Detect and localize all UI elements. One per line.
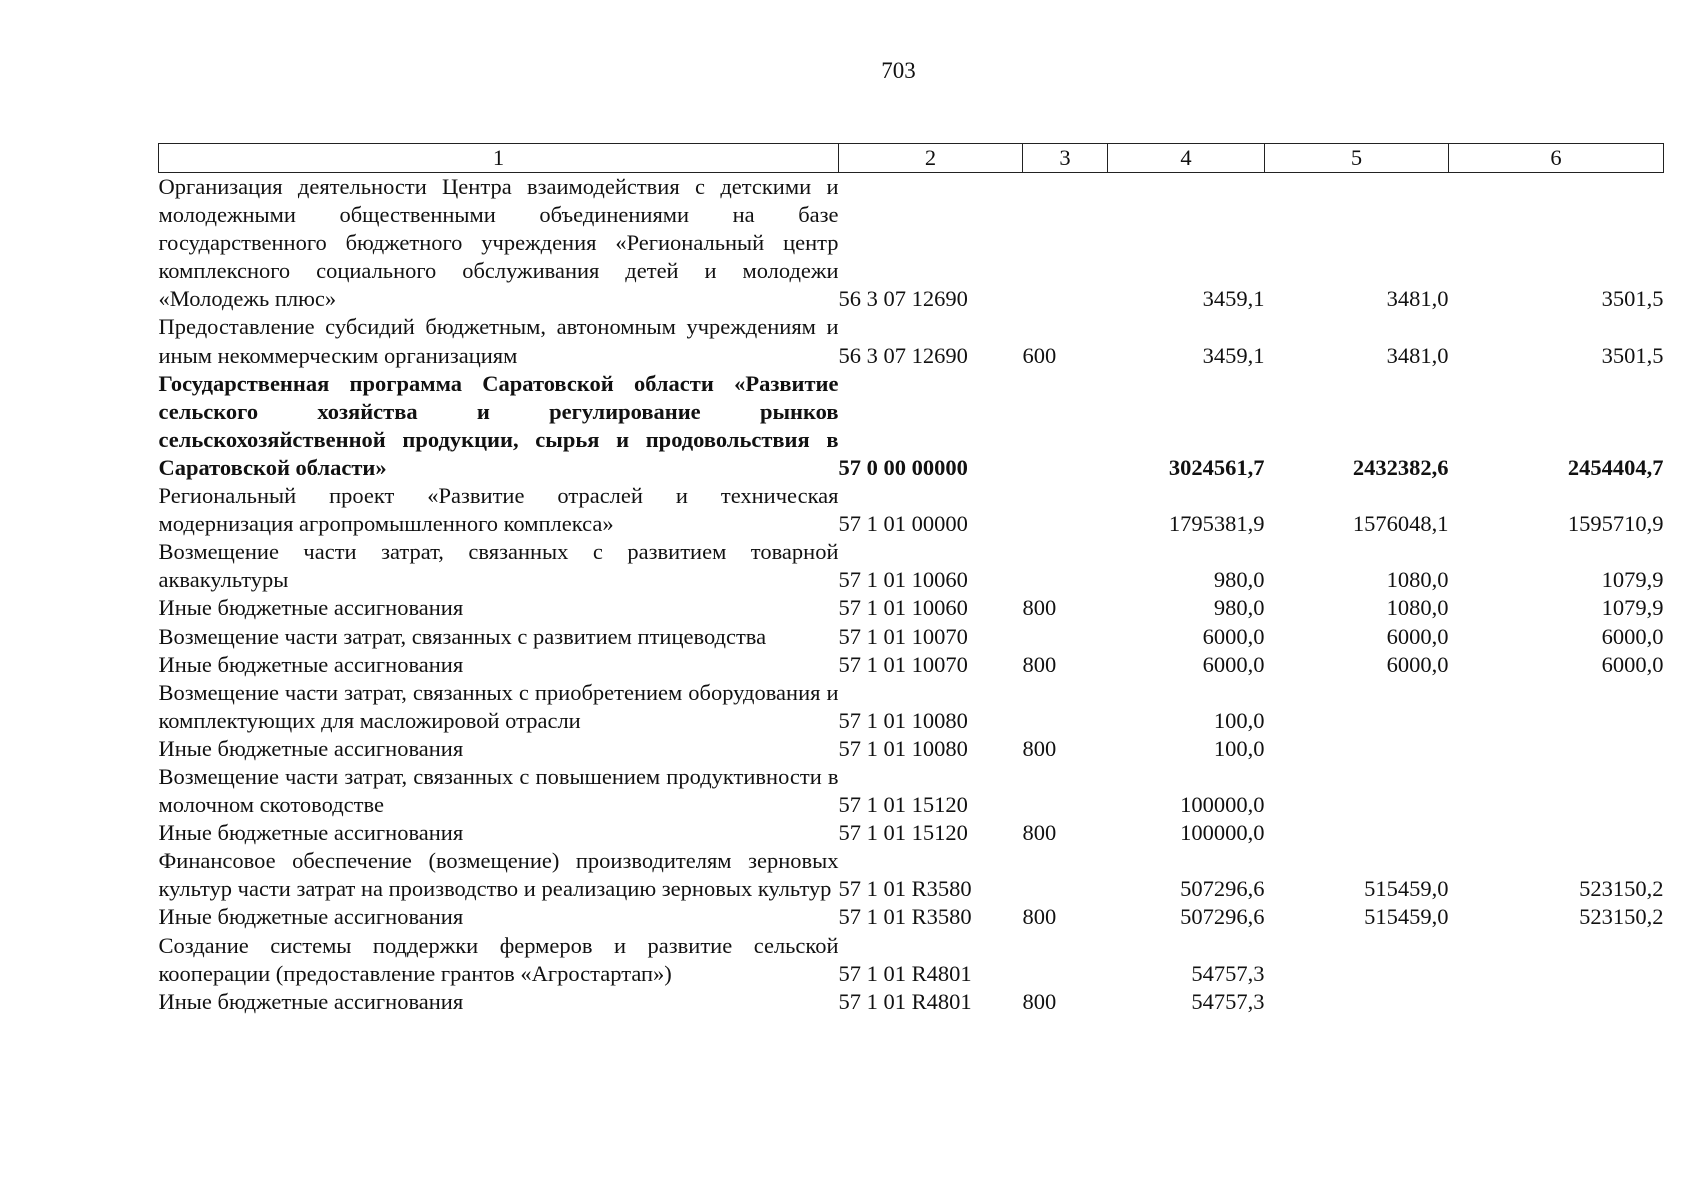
row-name: Создание системы поддержки фермеров и развитие сельской кооперации (предоставление грантов «Агростартап»)	[158, 932, 839, 986]
column-header-4: 4	[1108, 144, 1265, 173]
table-row	[159, 538, 1664, 594]
row-code: 57 1 01 R3580	[838, 876, 972, 902]
budget-table	[158, 143, 1664, 1016]
page-number: 703	[881, 58, 916, 83]
table-row	[159, 313, 1664, 369]
table-row	[159, 173, 1664, 314]
row-value-col5: 1080,0	[1386, 595, 1449, 621]
table-row	[159, 594, 1664, 622]
row-name: Иные бюджетные ассигнования	[158, 735, 464, 761]
row-code: 57 1 01 15120	[838, 792, 968, 818]
column-header-5: 5	[1265, 144, 1449, 173]
table-row	[159, 623, 1664, 651]
row-value-col5	[1265, 932, 1449, 988]
row-code: 57 1 01 10080	[838, 735, 968, 761]
table-row	[159, 370, 1664, 482]
row-code: 57 1 01 R4801	[838, 960, 972, 986]
row-expense-type	[1023, 932, 1108, 988]
row-value-col5: 1080,0	[1386, 567, 1449, 593]
row-value-col6: 1595710,9	[1567, 511, 1664, 537]
row-value-col4: 100,0	[1213, 707, 1265, 733]
row-value-col4: 100000,0	[1180, 792, 1265, 818]
row-expense-type: 800	[1022, 988, 1057, 1014]
row-code: 56 3 07 12690	[838, 342, 968, 368]
row-name: Предоставление субсидий бюджетным, автономным учреждениям и иным некоммерческим организациям	[158, 314, 839, 368]
row-expense-type: 800	[1022, 735, 1057, 761]
row-value-col5: 6000,0	[1386, 623, 1449, 649]
table-row	[159, 763, 1664, 819]
row-value-col4: 507296,6	[1180, 904, 1265, 930]
row-value-col4: 6000,0	[1202, 651, 1265, 677]
row-value-col6	[1449, 763, 1664, 819]
table-row	[159, 988, 1664, 1016]
row-expense-type	[1023, 173, 1108, 314]
row-value-col5	[1265, 988, 1449, 1016]
column-header-3: 3	[1023, 144, 1108, 173]
row-value-col6: 3501,5	[1601, 286, 1664, 312]
row-value-col4: 507296,6	[1180, 876, 1265, 902]
row-code: 57 1 01 10070	[838, 651, 968, 677]
column-header-1: 1	[159, 144, 839, 173]
row-expense-type: 600	[1022, 342, 1057, 368]
row-name: Региональный проект «Развитие отраслей и техническая модернизация агропромышленного комплекса»	[158, 483, 839, 537]
row-value-col5: 515459,0	[1364, 876, 1449, 902]
table-row	[159, 932, 1664, 988]
column-header-2: 2	[839, 144, 1023, 173]
row-expense-type	[1023, 847, 1108, 903]
row-value-col6: 3501,5	[1601, 342, 1664, 368]
row-expense-type	[1023, 679, 1108, 735]
row-value-col6: 1079,9	[1601, 567, 1664, 593]
table-row	[159, 735, 1664, 763]
table-row	[159, 651, 1664, 679]
row-name: Организация деятельности Центра взаимодействия с детскими и молодежными общественными объединениями на базе государственного бюджетного учреждения «Региональный центр комплексного социального обслуживания детей и молодежи «Молодежь плюс»	[158, 174, 839, 312]
row-code: 57 1 01 10070	[838, 623, 968, 649]
row-code: 57 0 00 00000	[838, 454, 968, 480]
row-code: 57 1 01 15120	[838, 820, 968, 846]
row-name: Иные бюджетные ассигнования	[158, 820, 464, 846]
row-value-col4: 100,0	[1213, 735, 1265, 761]
row-expense-type	[1023, 482, 1108, 538]
row-expense-type: 800	[1022, 651, 1057, 677]
row-value-col4: 980,0	[1213, 595, 1265, 621]
row-value-col6	[1449, 932, 1664, 988]
row-name: Иные бюджетные ассигнования	[158, 651, 464, 677]
row-value-col6	[1449, 988, 1664, 1016]
row-value-col4: 3459,1	[1202, 286, 1265, 312]
row-code: 57 1 01 00000	[838, 511, 968, 537]
row-name: Возмещение части затрат, связанных с повышением продуктивности в молочном скотоводстве	[158, 763, 839, 818]
table-row	[159, 903, 1664, 931]
row-name: Возмещение части затрат, связанных с развитием товарной аквакультуры	[158, 539, 839, 593]
row-code: 57 1 01 R4801	[838, 988, 972, 1014]
row-expense-type: 800	[1022, 820, 1057, 846]
table-body	[159, 173, 1664, 1016]
row-name: Иные бюджетные ассигнования	[158, 595, 464, 621]
row-value-col5: 3481,0	[1386, 342, 1449, 368]
row-expense-type	[1023, 370, 1108, 482]
row-code: 56 3 07 12690	[838, 286, 968, 312]
row-expense-type	[1023, 763, 1108, 819]
row-expense-type: 800	[1022, 904, 1057, 930]
row-name: Иные бюджетные ассигнования	[158, 988, 464, 1014]
row-code: 57 1 01 10080	[838, 707, 968, 733]
row-value-col4: 3024561,7	[1168, 454, 1265, 480]
row-value-col6	[1449, 819, 1664, 847]
row-value-col4: 980,0	[1213, 567, 1265, 593]
row-name: Возмещение части затрат, связанных с приобретением оборудования и комплектующих для масложировой отрасли	[158, 679, 839, 733]
table-row	[159, 482, 1664, 538]
row-expense-type	[1023, 538, 1108, 594]
table-row	[159, 679, 1664, 735]
table-row	[159, 819, 1664, 847]
row-name: Государственная программа Саратовской области «Развитие сельского хозяйства и регулирование рынков сельскохозяйственной продукции, сырья и продовольствия в Саратовской области»	[158, 370, 839, 480]
header-row	[159, 144, 1664, 173]
row-value-col4: 54757,3	[1191, 988, 1265, 1014]
table-header	[159, 144, 1664, 173]
row-value-col5: 2432382,6	[1352, 454, 1449, 480]
row-value-col4: 54757,3	[1191, 960, 1265, 986]
row-value-col6: 523150,2	[1579, 904, 1664, 930]
row-name: Финансовое обеспечение (возмещение) производителям зерновых культур части затрат на производство и реализацию зерновых культур	[158, 848, 839, 902]
row-value-col5: 6000,0	[1386, 651, 1449, 677]
row-value-col5	[1265, 735, 1449, 763]
column-header-6: 6	[1449, 144, 1664, 173]
row-value-col4: 100000,0	[1180, 820, 1265, 846]
row-code: 57 1 01 10060	[838, 567, 968, 593]
row-value-col4: 1795381,9	[1168, 511, 1265, 537]
row-code: 57 1 01 10060	[838, 595, 968, 621]
row-value-col6: 2454404,7	[1567, 454, 1664, 480]
row-value-col5	[1265, 819, 1449, 847]
row-name: Иные бюджетные ассигнования	[158, 904, 464, 930]
row-value-col6	[1449, 735, 1664, 763]
row-value-col6: 1079,9	[1601, 595, 1664, 621]
row-expense-type	[1023, 623, 1108, 651]
row-value-col5	[1265, 763, 1449, 819]
row-value-col5: 1576048,1	[1352, 511, 1449, 537]
row-value-col4: 3459,1	[1202, 342, 1265, 368]
row-name: Возмещение части затрат, связанных с развитием птицеводства	[158, 623, 767, 649]
row-value-col5	[1265, 679, 1449, 735]
row-expense-type: 800	[1022, 595, 1057, 621]
table-row	[159, 847, 1664, 903]
row-code: 57 1 01 R3580	[838, 904, 972, 930]
row-value-col5: 3481,0	[1386, 286, 1449, 312]
row-value-col6: 523150,2	[1579, 876, 1664, 902]
row-value-col6	[1449, 679, 1664, 735]
row-value-col6: 6000,0	[1601, 651, 1664, 677]
row-value-col6: 6000,0	[1601, 623, 1664, 649]
row-value-col4: 6000,0	[1202, 623, 1265, 649]
row-value-col5: 515459,0	[1364, 904, 1449, 930]
